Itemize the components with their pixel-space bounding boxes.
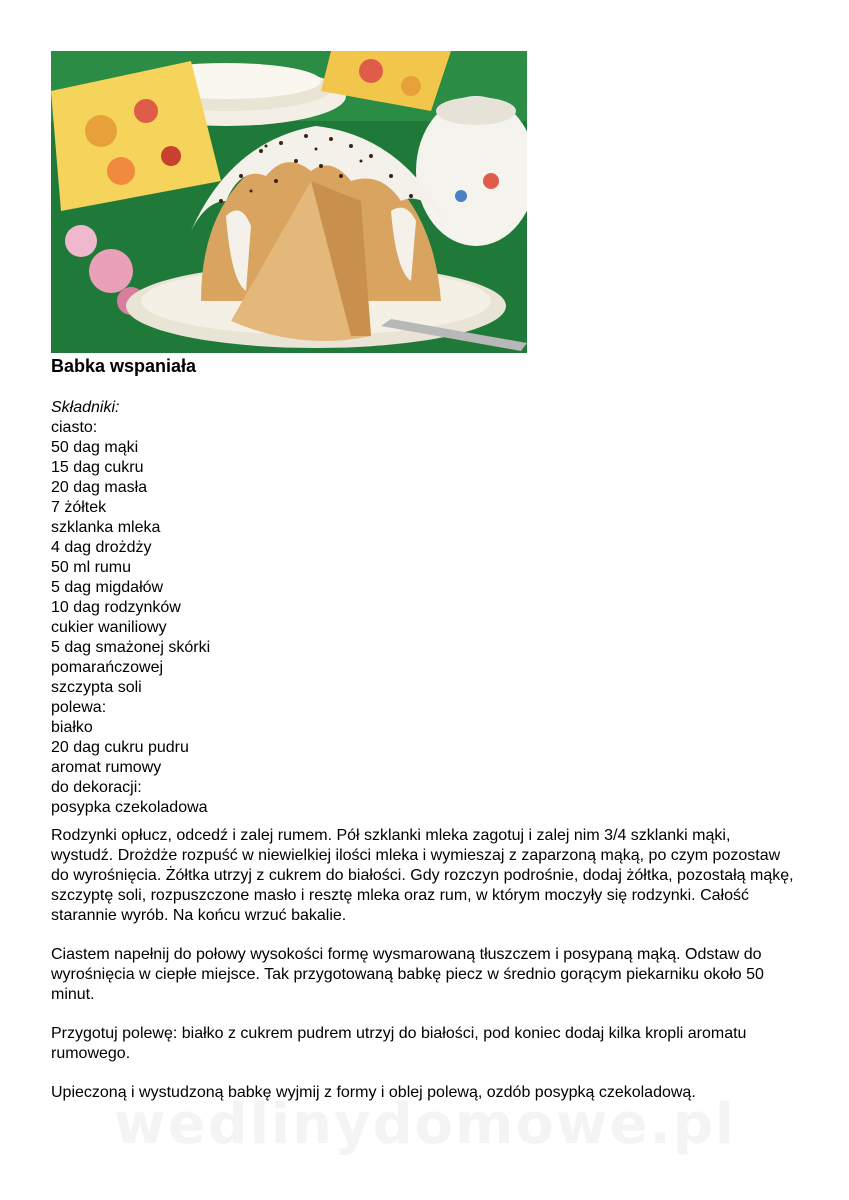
ingredient-item: 4 dag drożdży <box>51 539 152 556</box>
ingredient-item: szklanka mleka <box>51 519 161 536</box>
ingredient-item: 7 żółtek <box>51 499 107 516</box>
recipe-title: Babka wspaniała <box>51 356 197 376</box>
ingredient-item: 5 dag migdałów <box>51 579 164 596</box>
instruction-paragraph: Upieczoną i wystudzoną babkę wyjmij z formy i oblej polewą, ozdób posypką czekoladową. <box>51 1084 696 1101</box>
ingredient-item: ciasto: <box>51 419 98 436</box>
ingredient-item: 5 dag smażonej skórki <box>51 639 211 656</box>
ingredient-item: szczypta soli <box>51 679 142 696</box>
ingredient-item: 15 dag cukru <box>51 459 144 476</box>
instructions <box>51 826 796 1122</box>
ingredient-item: 50 dag mąki <box>51 439 139 456</box>
ingredients-label: Składniki: <box>51 399 120 416</box>
ingredient-item: 10 dag rodzynków <box>51 599 181 616</box>
cake-photo <box>51 51 527 353</box>
ingredient-item: cukier waniliowy <box>51 619 167 636</box>
watermark <box>100 1092 750 1157</box>
ingredient-item: pomarańczowej <box>51 659 164 676</box>
ingredient-item: 50 ml rumu <box>51 559 132 576</box>
instruction-paragraph: Rodzynki opłucz, odcedź i zalej rumem. Pół szklanki mleka zagotuj i zalej nim 3/4 szklanki mąki, wystudź. Drożdże rozpuść w niewielkiej ilości mleka i wymieszaj z zaparzoną mąką, po czym pozostaw do wyrośnięcia. Żółtka utrzyj z cukrem do białości. Gdy rozczyn podrośnie, dodaj żółtka, pozostałą mąkę, szczyptę soli, rozpuszczone masło i resztę mleka oraz rum, w którym moczyły się rodzynki. Całość starannie wyrób. Na końcu wrzuć bakalie. <box>51 827 794 924</box>
instruction-paragraph: Przygotuj polewę: białko z cukrem pudrem utrzyj do białości, pod koniec dodaj kilka kropli aromatu rumowego. <box>51 1025 747 1062</box>
ingredient-item: polewa: <box>51 699 107 716</box>
ingredient-item: 20 dag cukru pudru <box>51 739 189 756</box>
ingredient-item: posypka czekoladowa <box>51 799 208 816</box>
ingredient-item: do dekoracji: <box>51 779 142 796</box>
ingredient-item: 20 dag masła <box>51 479 148 496</box>
ingredient-item: aromat rumowy <box>51 759 162 776</box>
ingredient-item: białko <box>51 719 93 736</box>
instruction-paragraph: Ciastem napełnij do połowy wysokości formę wysmarowaną tłuszczem i posypaną mąką. Odstaw do wyrośnięcia w ciepłe miejsce. Tak przygotowaną babkę piecz w średnio gorącym piekarniku około 50 minut. <box>51 946 764 1003</box>
ingredients-list <box>51 398 210 818</box>
